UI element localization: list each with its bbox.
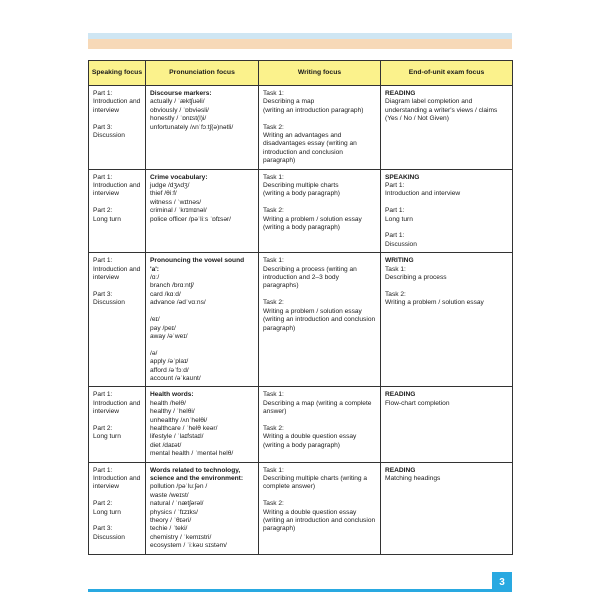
table-row [89, 86, 513, 170]
cell-entry: Part 2: Long turn [93, 500, 121, 516]
cell-title: READING [385, 391, 416, 399]
cell-title: Crime vocabulary: [150, 173, 208, 181]
cell-entry: Task 1: Describing a process [385, 265, 447, 282]
cell-entry: Part 1: Introduction and interview [93, 391, 141, 416]
pronunciation-cell [146, 462, 259, 554]
table-row [89, 169, 513, 253]
cell-title: Words related to technology, science and the environment: [150, 466, 244, 482]
header-writing-focus: Writing focus [259, 61, 381, 86]
cell-entry: Part 1: Long turn [385, 207, 413, 223]
pronunciation-cell [146, 387, 259, 462]
cell-entry: Task 1: Describing a map (writing an introduction paragraph) [263, 90, 364, 114]
cell-entry: Diagram label completion and understanding a writer's views / claims (Yes / No / Not Given) [385, 98, 498, 123]
header-band-peach [88, 39, 512, 49]
cell-entry: pollution /pəˈluːʃən / waste /weɪst/ natural / ˈnætʃərəl/ physics / ˈfɪzɪks/ theory / ˈθɪəri/ techie / ˈteki/ chemistry / ˈkemɪstri/ ecosystem / ˈiːkəʊ sɪstəm/ [150, 483, 227, 550]
cell-entry: judge /dʒʌdʒ/ thief /θiːf/ witness / ˈwɪtnəs/ criminal / ˈkrɪmɪnəl/ police officer /pəˈliːs ˈɒfɪsər/ [150, 182, 232, 223]
speaking-cell [89, 86, 146, 170]
speaking-cell [89, 462, 146, 554]
cell-entry: Task 2: Writing a problem / solution essay (writing an introduction and conclusion paragraph) [263, 299, 376, 332]
exam-cell [381, 86, 513, 170]
pronunciation-cell [146, 169, 259, 253]
table-header-row [89, 61, 513, 86]
pronunciation-cell [146, 253, 259, 387]
table-body [89, 86, 513, 555]
table-row [89, 253, 513, 387]
exam-cell [381, 253, 513, 387]
header-exam-focus: End-of-unit exam focus [381, 61, 513, 86]
cell-entry: health /helθ/ healthy / ˈhelθi/ unhealthy /ʌnˈhelθi/ healthcare / ˈhelθ keər/ lifestyle / ˈlaɪfstaɪl/ diet /daɪət/ mental health / ˈmentəl helθ/ [150, 399, 234, 458]
cell-entry: actually / ˈæktʃuəli/ obviously / ˈɒbviəsli/ honestly / ˈɒnɪst(l)i/ unfortunately /ʌnˈfɔːtʃ(ə)nətli/ [150, 98, 234, 131]
pronunciation-cell [146, 86, 259, 170]
writing-cell [259, 253, 381, 387]
speaking-cell [89, 169, 146, 253]
speaking-cell [89, 387, 146, 462]
writing-cell [259, 86, 381, 170]
cell-entry: Part 1: Introduction and interview [93, 90, 141, 114]
cell-entry: /ɑː/ branch /brɑːntʃ/ card /kɑːd/ advance /ədˈvɑːns/ [150, 274, 206, 307]
cell-title: WRITING [385, 257, 414, 265]
speaking-cell [89, 253, 146, 387]
cell-entry: Task 1: Describing multiple charts (writing a body paragraph) [263, 173, 340, 198]
cell-entry: Part 1: Introduction and interview [385, 182, 461, 198]
table-row [89, 387, 513, 462]
cell-entry: Task 2: Writing a problem / solution essay [385, 290, 484, 307]
footer-line [88, 589, 492, 592]
exam-cell [381, 169, 513, 253]
cell-title: READING [385, 90, 416, 97]
cell-entry: Task 2: Writing a double question essay (writing an introduction and conclusion paragraph) [263, 500, 376, 533]
page-number: 3 [492, 572, 512, 592]
cell-entry: Matching headings [385, 474, 441, 482]
cell-entry: Part 1: Introduction and interview [93, 466, 141, 491]
unit-focus-table [88, 60, 513, 555]
cell-entry: Part 3: Discussion [93, 290, 125, 307]
writing-cell [259, 387, 381, 462]
cell-entry: Task 1: Describing a process (writing an introduction and 2–3 body paragraphs) [263, 257, 357, 290]
header-speaking-focus: Speaking focus [89, 61, 146, 86]
exam-cell [381, 462, 513, 554]
cell-title: Pronouncing the vowel sound 'a': [150, 257, 245, 273]
cell-entry: Task 1: Describing a map (writing a complete answer) [263, 391, 372, 416]
cell-entry: Part 3: Discussion [93, 123, 125, 140]
table-row [89, 462, 513, 554]
cell-title: Discourse markers: [150, 90, 212, 97]
cell-entry: /ə/ apply /əˈplaɪ/ afford /əˈfɔːd/ account /əˈkaʊnt/ [150, 349, 201, 382]
writing-cell [259, 462, 381, 554]
cell-entry: Flow-chart completion [385, 399, 450, 407]
cell-entry: Part 2: Long turn [93, 207, 121, 223]
cell-title: SPEAKING [385, 173, 420, 181]
cell-entry: Part 1: Introduction and interview [93, 257, 141, 282]
cell-entry: Task 2: Writing a problem / solution essay (writing a body paragraph) [263, 207, 362, 232]
cell-title: Health words: [150, 391, 194, 399]
cell-entry: Part 2: Long turn [93, 424, 121, 441]
cell-title: READING [385, 466, 416, 474]
exam-cell [381, 387, 513, 462]
cell-entry: Task 2: Writing a double question essay (writing a body paragraph) [263, 424, 357, 449]
header-pronunciation-focus: Pronunciation focus [146, 61, 259, 86]
cell-entry: Part 1: Discussion [385, 232, 417, 248]
cell-entry: /eɪ/ pay /peɪ/ away /əˈweɪ/ [150, 316, 188, 340]
cell-entry: Part 1: Introduction and interview [93, 173, 141, 198]
cell-entry: Task 1: Describing multiple charts (writing a complete answer) [263, 466, 368, 491]
cell-entry: Task 2: Writing an advantages and disadvantages essay (writing an introduction and conclusion paragraph) [263, 123, 357, 165]
cell-entry: Part 3: Discussion [93, 525, 125, 541]
writing-cell [259, 169, 381, 253]
